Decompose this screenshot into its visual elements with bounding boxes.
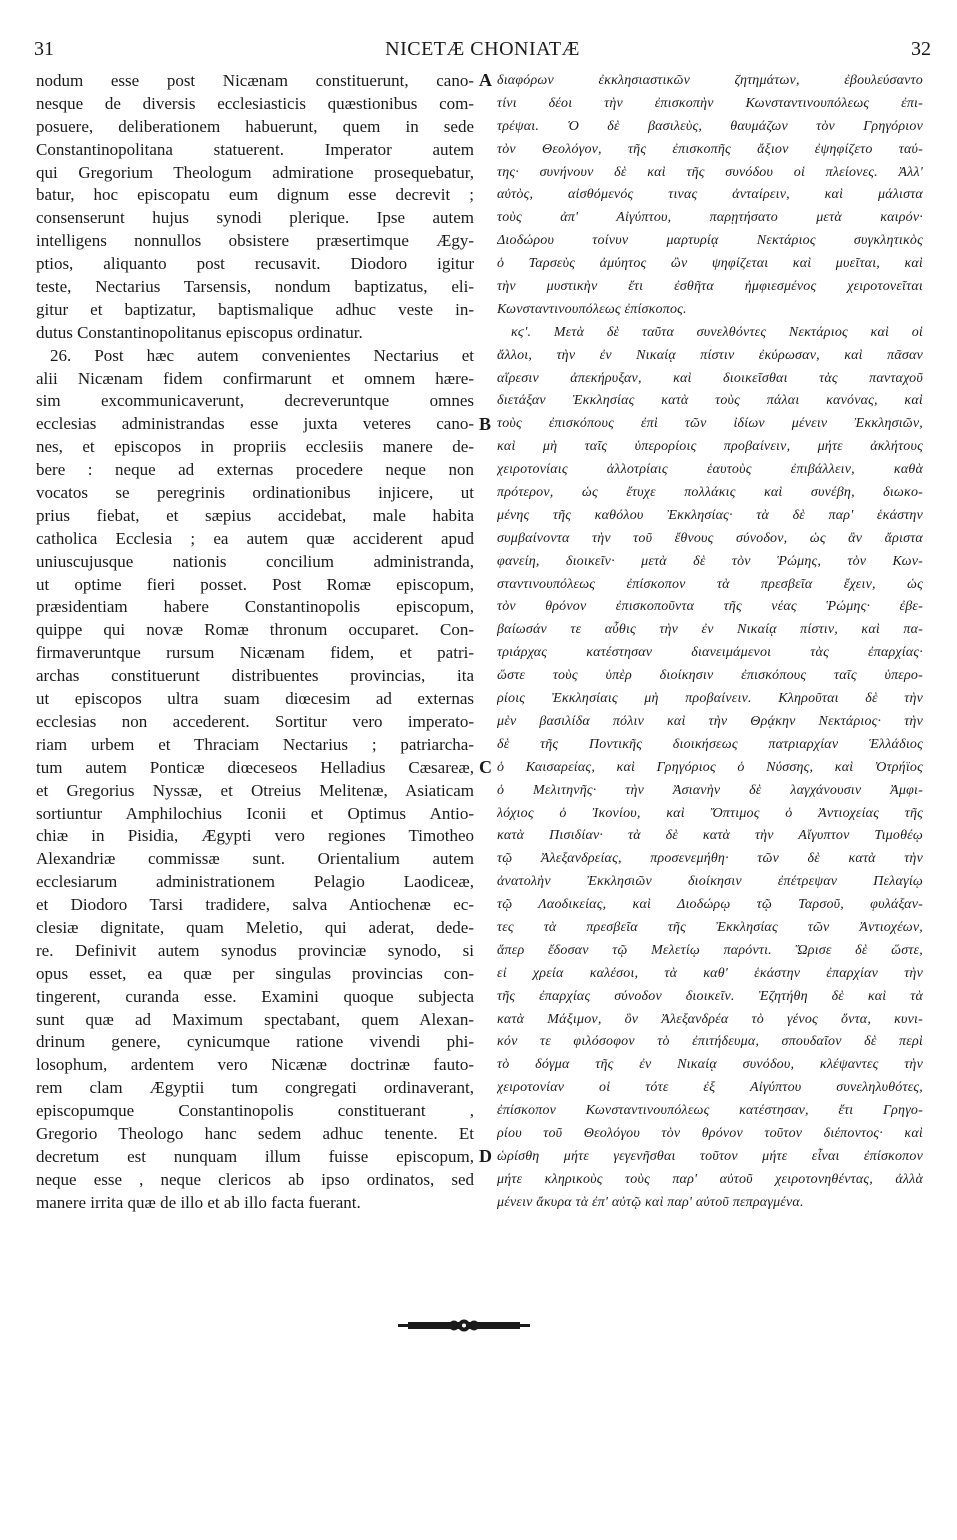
- text-line: εἰ χρεία καλέσοι, τὰ καθ' ἑκάστην ἐπαρχίαν τὴν: [497, 965, 923, 981]
- page-number-right: 32: [911, 38, 931, 60]
- text-line: ὥστε τοὺς ὑπὲρ διοίκησιν ἐπισκόπους ταῖς ὑπερο-: [497, 668, 923, 684]
- latin-column: [36, 70, 474, 1215]
- text-line: κϛ'. Μετὰ δὲ ταῦτα συνελθόντες Νεκτάριος καὶ οἱ: [511, 324, 923, 340]
- text-line: Gregorio Theologo hanc sedem adhuc tenente. Et: [36, 1123, 474, 1143]
- text-line: posuere, deliberationem habuerunt, quem in sede: [36, 116, 474, 136]
- text-line: ρίοις Ἐκκλησίαις μὴ προβαίνειν. Κληροῦται δὲ τὴν: [497, 691, 923, 707]
- text-line: μήτε κληρικοὺς τοὺς παρ' αὐτοῦ χειροτονηθέντας, ἀλλὰ: [497, 1171, 923, 1187]
- text-line: τὴν μυστικὴν ἔτι ἐσθῆτα ἠμφιεσμένος χειροτονεῖται: [497, 279, 923, 295]
- text-line: neque esse , neque clericos ab ipso ordinatos, sed: [36, 1169, 474, 1189]
- text-line: ptios, aliquanto post recusavit. Diodoro igitur: [36, 254, 474, 274]
- text-line: τὸ δόγμα τῆς ἐν Νικαίᾳ συνόδου, κλέψαντες τὴν: [497, 1057, 923, 1073]
- text-line: πρότερον, ὡς ἔτυχε πολλάκις καὶ συνέβη, διωκο-: [497, 485, 923, 501]
- margin-marker-b: B: [479, 414, 492, 434]
- text-line: drinum genere, cynicumque ratione vivendi phi-: [36, 1032, 474, 1052]
- text-line: quippe qui novæ Romæ thronum occuparet. Con-: [36, 620, 474, 640]
- text-line: intelligens nonnullos obsistere præsertimque Ægy-: [36, 231, 474, 251]
- text-line: bere : neque ad externas procedere neque non: [36, 460, 474, 480]
- text-line: tum autem Ponticæ diœceseos Helladius Cæsareæ,: [36, 757, 474, 777]
- text-line: κόν τε φιλόσοφον τὸ ἐπιτήδευμα, σπουδαῖον δὲ περὶ: [497, 1034, 923, 1050]
- text-line: ρίου τοῦ Θεολόγου τὸν θρόνον τοῦτον διέποντος· καὶ: [497, 1125, 923, 1141]
- text-line: ἐπίσκοπον Κωνσταντινουπόλεως κατέστησαν, ἔτι Γρηγο-: [497, 1103, 923, 1119]
- text-line: ut episcopos ultra suam diœcesim ad externas: [36, 689, 474, 709]
- text-line: alii Nicænam fidem confirmarunt et omnem hære-: [36, 368, 474, 388]
- page-number-left: 31: [34, 38, 54, 60]
- text-line: ut optime fieri posset. Post Romæ episcopum,: [36, 574, 474, 594]
- text-line: sortiuntur Amphilochius Iconii et Optimus Antio-: [36, 803, 474, 823]
- text-line: prius fiebat, et sæpius accidebat, male habita: [36, 505, 474, 525]
- text-line: τες τὰ πρεσβεῖα τῆς Ἐκκλησίας τῶν Ἀντιοχέων,: [497, 919, 923, 935]
- text-line: τριάρχας κατέστησαν διανειμάμενοι τὰς ἐπαρχίας·: [497, 645, 923, 661]
- text-line: μένης τῆς καθόλου Ἐκκλησίας· τὰ δὲ παρ' ἑκάστην: [497, 507, 923, 523]
- text-line: clesiæ dignitate, quam Meletio, qui aderat, dede-: [36, 917, 474, 937]
- text-line: catholica Ecclesia ; ea autem quæ acciderent apud: [36, 528, 474, 548]
- text-line: ὁ Καισαρείας, καὶ Γρηγόριος ὁ Νύσσης, καὶ Ὀτρήϊος: [497, 759, 923, 775]
- text-line: τρέψαι. Ὁ δὲ βασιλεὺς, θαυμάζων τὸν Γρηγόριον: [497, 118, 923, 134]
- text-line: et Diodoro Tarsi tradidere, salva Antiochenæ ec-: [36, 895, 474, 915]
- text-line: ὁ Μελιτηνῆς· τὴν Ἀσιανὴν δὲ λαγχάνουσιν Ἀμφι-: [497, 782, 923, 798]
- text-line: τῆς ἐπαρχίας σύνοδον διοικεῖν. Ἐζητήθη δὲ καὶ τὰ: [497, 988, 923, 1004]
- text-line: Alexandriæ commissæ sunt. Orientalium autem: [36, 849, 474, 869]
- text-line: συμβαίνοντα τὴν τοῦ ἔθνους σύνοδον, ὡς ἂν ἄριστα: [497, 530, 923, 546]
- text-line: ecclesias non accederent. Sortitur vero imperato-: [36, 711, 474, 731]
- margin-marker-a: A: [479, 70, 492, 90]
- text-line: vocatos se peregrinis ordinationibus injicere, ut: [36, 483, 474, 503]
- text-line: ὁ Ταρσεὺς ἀμύητος ὢν ψηφίζεται καὶ μυεῖται, καὶ: [497, 256, 923, 272]
- text-line: sim excommunicaverunt, decreveruntque omnes: [36, 391, 474, 411]
- text-line: ecclesiarum administrationem Pelagio Laodiceæ,: [36, 872, 474, 892]
- text-line: decretum est nunquam illum fuisse episcopum,: [36, 1146, 474, 1166]
- greek-column: [497, 70, 923, 1215]
- text-line: ἄλλοι, τὴν ἐν Νικαίᾳ πίστιν ἐκύρωσαν, καὶ πᾶσαν: [497, 347, 923, 363]
- text-line: μένειν ἄκυρα τὰ ἐπ' αὐτῷ καὶ παρ' αὐτοῦ πεπραγμένα.: [497, 1194, 804, 1210]
- text-line: nodum esse post Nicænam constituerunt, cano-: [36, 71, 474, 90]
- text-line: præsidentiam habere Constantinopolis episcopum,: [36, 597, 474, 617]
- text-line: dutus Constantinopolitanus episcopus ordinatur.: [36, 322, 363, 342]
- text-line: re. Definivit autem synodus provinciæ synodo, si: [36, 940, 474, 960]
- text-line: αἵρεσιν ἀπεκήρυξαν, καὶ διοικεῖσθαι τὰς πανταχοῦ: [497, 370, 923, 386]
- text-line: λόχιος ὁ Ἰκονίου, καὶ Ὄπτιμος ὁ Ἀντιοχείας τῆς: [497, 805, 923, 821]
- text-line: ὡρίσθη μήτε γεγενῆσθαι τοῦτον μήτε εἶναι ἐπίσκοπον: [497, 1148, 923, 1164]
- text-line: nesque de diversis ecclesiasticis quæstionibus com-: [36, 93, 474, 113]
- text-line: chiæ in Pisidia, Ægypti vero regiones Timotheo: [36, 826, 474, 846]
- text-line: Constantinopolitana statuerent. Imperator autem: [36, 139, 474, 159]
- text-line: κατὰ Μάξιμον, ὃν Ἀλεξανδρέα τὸ γένος ὄντα, κυνι-: [497, 1011, 923, 1027]
- text-line: uniuscujusque nationis concilium administranda,: [36, 551, 474, 571]
- text-line: batur, hoc episcopatu eum dignum esse decrevit ;: [36, 185, 474, 205]
- text-line: sunt quæ ad Maximum spectabant, quem Alexan-: [36, 1009, 474, 1029]
- text-line: τίνι δέοι τὴν ἐπισκοπὴν Κωνσταντινουπόλεως ἐπι-: [497, 95, 923, 111]
- text-line: χειροτονίαν οἱ τότε ἐξ Αἰγύπτου συνεληλυθότες,: [497, 1080, 923, 1096]
- margin-marker-c: C: [479, 757, 492, 777]
- text-line: nes, et episcopos in propriis ecclesiis manere de-: [36, 437, 474, 457]
- text-line: αὐτὸς, αἰσθόμενός τινας ἀνταίρειν, καὶ μάλιστα: [497, 187, 923, 203]
- text-line: consenserunt hujus synodi plerique. Ipse autem: [36, 208, 474, 228]
- text-line: archas constituerunt distribuentes provincias, ita: [36, 666, 474, 686]
- text-line: τὸν Θεολόγον, τῆς ἐπισκοπῆς ἄξιον ἐψηφίζετο ταύ-: [497, 141, 923, 157]
- text-line: φανείη, διοικεῖν· μετὰ δὲ τὸν Ῥώμης, τὸν Κων-: [497, 553, 923, 569]
- text-line: qui Gregorium Theologum admiratione prosequebatur,: [36, 162, 474, 182]
- text-line: episcopumque Constantinopolis constituerant ,: [36, 1101, 474, 1121]
- text-line: et Gregorius Nyssæ, et Otreius Melitenæ, Asiaticam: [36, 780, 474, 800]
- text-line: losophum, ardentem vero Nicænæ doctrinæ fauto-: [36, 1055, 474, 1075]
- text-line: 26. Post hæc autem convenientes Nectarius et: [50, 345, 474, 365]
- text-line: τῷ Ἀλεξανδρείας, προσενεμήθη· τῶν δὲ κατὰ τὴν: [497, 851, 923, 867]
- text-line: gitur et baptizatur, baptismalique adhuc veste in-: [36, 299, 474, 319]
- text-line: χειροτονίαις ἀλλοτρίαις ἑαυτοὺς ἐπιβάλλειν, καθὰ: [497, 462, 923, 478]
- text-line: tingerent, curanda esse. Examini quoque subjecta: [36, 986, 474, 1006]
- running-title: NICETÆ CHONIATÆ: [385, 38, 580, 60]
- text-line: τὸν θρόνον ἐπισκοποῦντα τῆς νέας Ῥώμης· ἐβε-: [497, 599, 923, 615]
- text-line: firmaveruntque rursum Nicænam fidem, et patri-: [36, 643, 474, 663]
- text-line: Διοδώρου τοίνυν μαρτυρίᾳ Νεκτάριος συγκλητικὸς: [497, 233, 923, 249]
- text-line: της· συνήνουν δὲ καὶ τῆς συνόδου οἱ πλείονες. Ἀλλ': [497, 164, 923, 180]
- text-line: διετάξαν Ἐκκλησίας κατὰ τοὺς πάλαι κανόνας, καὶ: [497, 393, 923, 409]
- text-line: teste, Nectarius Tarsensis, nondum baptizatus, eli-: [36, 277, 474, 297]
- text-line: δὲ τῆς Ποντικῆς διοικήσεως πατριαρχίαν Ἑλλάδιος: [497, 736, 923, 752]
- text-line: opus esset, ea quæ per singulas provincias con-: [36, 963, 474, 983]
- text-line: Κωνσταντινουπόλεως ἐπίσκοπος.: [497, 301, 687, 317]
- text-line: καὶ μὴ ταῖς ὑπερορίοις προβαίνειν, μήτε ἀκλήτους: [497, 439, 923, 455]
- text-line: ecclesias administrandas esse juxta veteres cano-: [36, 414, 474, 434]
- end-ornament-icon: [398, 1318, 530, 1334]
- text-line: manere irrita quæ de illo et ab illo facta fuerant.: [36, 1192, 361, 1212]
- text-line: βαίωσάν τε αὖθις τὴν ἐν Νικαίᾳ πίστιν, καὶ πα-: [497, 622, 923, 638]
- text-line: ἅπερ ἔδοσαν τῷ Μελετίῳ παρόντι. Ὥρισε δὲ ὥστε,: [497, 942, 923, 958]
- text-line: τῷ Λαοδικείας, καὶ Διοδώρῳ τῷ Ταρσοῦ, φυλάξαν-: [497, 897, 923, 913]
- text-line: τοὺς ἀπ' Αἰγύπτου, παρῃτήσατο μετὰ καιρόν·: [497, 210, 923, 226]
- text-line: σταντινουπόλεως ἐπίσκοπον τὰ πρεσβεῖα ἔχειν, ὡς: [497, 576, 923, 592]
- text-line: rem clam Ægyptii tum congregati ordinaverant,: [36, 1078, 474, 1098]
- text-line: κατὰ Πισιδίαν· τὰ δὲ κατὰ τὴν Αἴγυπτον Τιμοθέῳ: [497, 828, 923, 844]
- running-header: [34, 38, 931, 68]
- text-line: riam urbem et Thraciam Nectarius ; patriarcha-: [36, 734, 474, 754]
- text-line: διαφόρων ἐκκλησιαστικῶν ζητημάτων, ἐβουλεύσαντο: [497, 73, 923, 88]
- text-line: μὲν βασιλίδα πόλιν καὶ τὴν Θρᾴκην Νεκτάριος· τὴν: [497, 713, 923, 729]
- text-line: ἀνατολὴν Ἐκκλησιῶν διοίκησιν ἐπέτρεψαν Πελαγίῳ: [497, 874, 923, 890]
- margin-marker-d: D: [479, 1146, 492, 1166]
- text-line: τοὺς ἐπισκόπους ἐπὶ τῶν ἰδίων μένειν Ἐκκλησιῶν,: [497, 416, 923, 432]
